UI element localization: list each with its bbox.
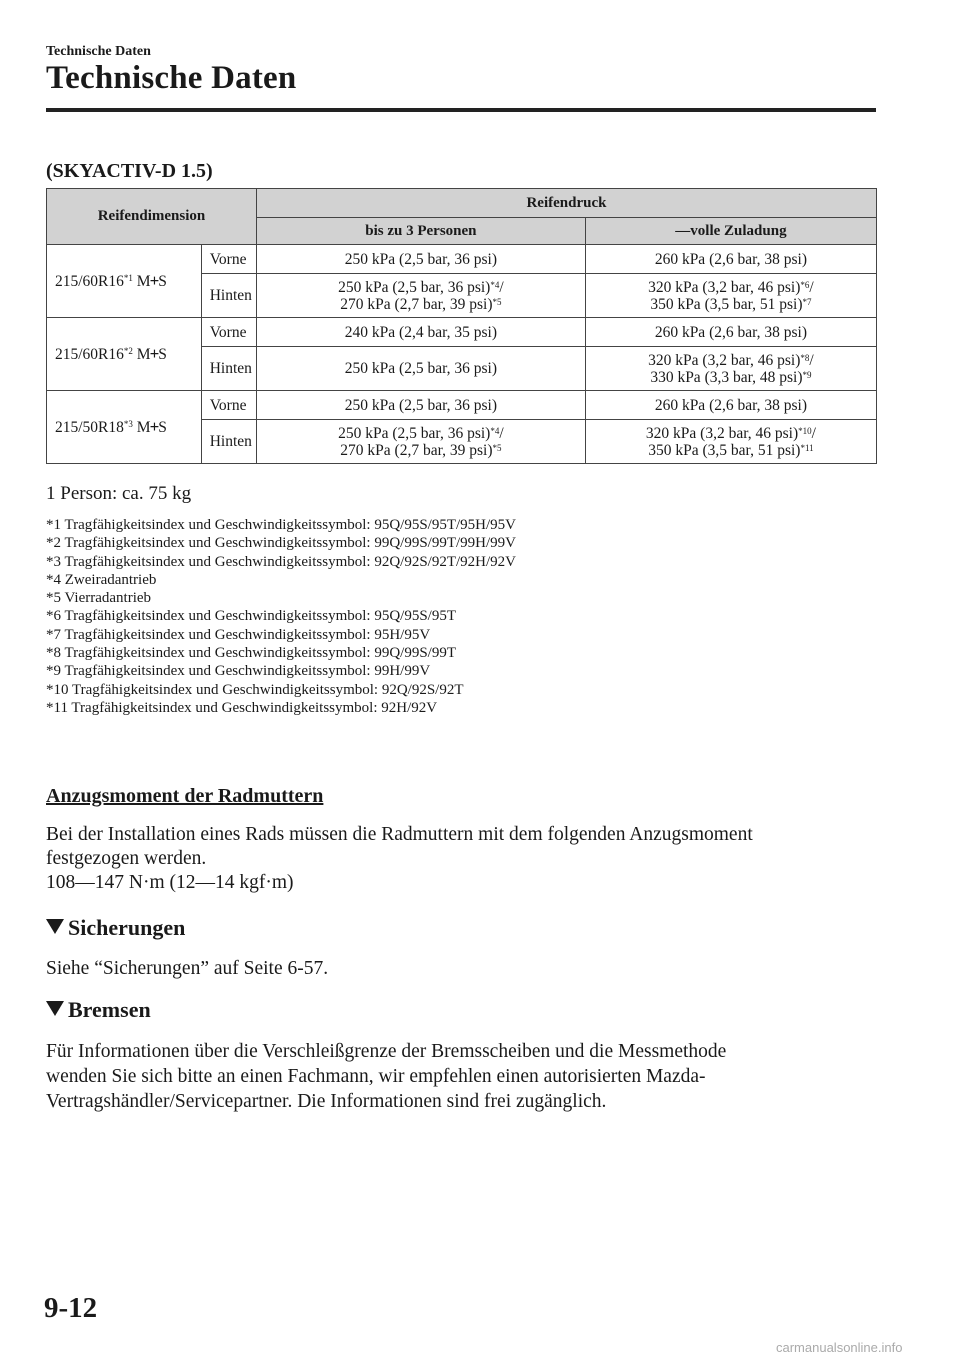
fuses-text: Siehe “Sicherungen” auf Seite 6-57. [46, 958, 329, 979]
torque-paragraph: Bei der Installation eines Rads müssen die Radmuttern mit dem folgenden Anzugsmoment festgezogen werden. 108—147 N·m (12—14 kgf·m) [46, 824, 753, 893]
footnote: *2 Tragfähigkeitsindex und Geschwindigkeitssymbol: 99Q/99S/99T/99H/99V [46, 535, 516, 552]
tire-pressure-table [46, 188, 877, 464]
footnote: *11 Tragfähigkeitsindex und Geschwindigkeitssymbol: 92H/92V [46, 699, 438, 716]
header-rule [46, 108, 876, 112]
pressure-cell: 260 kPa (2,6 bar, 38 psi) [585, 391, 876, 420]
footnote: *3 Tragfähigkeitsindex und Geschwindigkeitssymbol: 92Q/92S/92T/92H/92V [46, 553, 516, 570]
mud-snow-mark: M+S [136, 417, 167, 436]
axle-label: Vorne [201, 245, 256, 274]
triangle-down-icon [46, 1001, 64, 1016]
pressure-cell: 250 kPa (2,5 bar, 36 psi)$^{*4}$/ 270 kPa (2,7 bar, 39 psi)$^{*5}$ [256, 420, 585, 464]
page-number: 9-12 [44, 1292, 98, 1324]
engine-section-title: (SKYACTIV-D 1.5) [46, 160, 213, 182]
pressure-cell: 250 kPa (2,5 bar, 36 psi) [256, 245, 585, 274]
footnote: *8 Tragfähigkeitsindex und Geschwindigkeitssymbol: 99Q/99S/99T [46, 645, 456, 662]
header-full-load: —volle Zuladung [585, 218, 876, 245]
mud-snow-mark: M+S [136, 271, 167, 290]
fuses-heading: Sicherungen [46, 915, 185, 941]
footnote: *10 Tragfähigkeitsindex und Geschwindigkeitssymbol: 92Q/92S/92T [46, 681, 464, 698]
mud-snow-mark: M+S [136, 344, 167, 363]
footnote: *5 Vierradantrieb [46, 590, 152, 607]
axle-label: Vorne [201, 391, 256, 420]
footnote: *1 Tragfähigkeitsindex und Geschwindigkeitssymbol: 95Q/95S/95T/95H/95V [46, 517, 516, 533]
brakes-heading: Bremsen [46, 997, 151, 1023]
footnote: *7 Tragfähigkeitsindex und Geschwindigkeitssymbol: 95H/95V [46, 626, 431, 643]
axle-label: Hinten [201, 347, 256, 391]
pressure-cell: 260 kPa (2,6 bar, 38 psi) [585, 245, 876, 274]
axle-label: Hinten [201, 274, 256, 318]
tire-size-cell: 215/60R16$^{*2}$ M+S [47, 318, 202, 391]
axle-label: Vorne [201, 318, 256, 347]
pressure-cell: 250 kPa (2,5 bar, 36 psi) [256, 347, 585, 391]
pressure-cell: 250 kPa (2,5 bar, 36 psi) [256, 391, 585, 420]
brakes-paragraph: Für Informationen über die Verschleißgrenze der Bremsscheiben und die Messmethode wenden Sie sich bitte an einen Fachmann, wir empfehlen einen autorisierten Mazda- Vertragshändler/Servicepartner. Die Informationen sind frei zugänglich. [46, 1041, 727, 1112]
footnote: *6 Tragfähigkeitsindex und Geschwindigkeitssymbol: 95Q/95S/95T [46, 608, 456, 625]
header-up-to-3-persons: bis zu 3 Personen [256, 218, 585, 245]
header-tire-pressure: Reifendruck [256, 189, 876, 218]
chapter-title: Technische Daten [46, 60, 297, 96]
table-row [47, 245, 877, 274]
site-watermark: carmanualsonline.info [776, 1340, 903, 1355]
tire-size-cell: 215/60R16$^{*1}$ M+S [47, 245, 202, 318]
person-weight-note: 1 Person: ca. 75 kg [46, 483, 192, 504]
torque-heading: Anzugsmoment der Radmuttern [46, 785, 324, 807]
pressure-cell: 320 kPa (3,2 bar, 46 psi)$^{*10}$/ 350 kPa (3,5 bar, 51 psi)$^{*11}$ [585, 420, 876, 464]
pressure-cell: 260 kPa (2,6 bar, 38 psi) [585, 318, 876, 347]
tire-size-cell: 215/50R18$^{*3}$ M+S [47, 391, 202, 464]
footnote: *4 Zweiradantrieb [46, 571, 157, 588]
table-row [47, 391, 877, 420]
pressure-cell: 320 kPa (3,2 bar, 46 psi)$^{*6}$/ 350 kPa (3,5 bar, 51 psi)$^{*7}$ [585, 274, 876, 318]
header-tire-dimension: Reifendimension [47, 189, 257, 245]
axle-label: Hinten [201, 420, 256, 464]
triangle-down-icon [46, 919, 64, 934]
pressure-cell: 320 kPa (3,2 bar, 46 psi)$^{*8}$/ 330 kPa (3,3 bar, 48 psi)$^{*9}$ [585, 347, 876, 391]
pressure-cell: 240 kPa (2,4 bar, 35 psi) [256, 318, 585, 347]
table-header-row [47, 189, 877, 218]
footnote: *9 Tragfähigkeitsindex und Geschwindigkeitssymbol: 99H/99V [46, 663, 431, 680]
footnotes-list [46, 516, 516, 717]
running-header: Technische Daten [46, 44, 151, 59]
pressure-cell: 250 kPa (2,5 bar, 36 psi)$^{*4}$/ 270 kPa (2,7 bar, 39 psi)$^{*5}$ [256, 274, 585, 318]
table-row [47, 318, 877, 347]
